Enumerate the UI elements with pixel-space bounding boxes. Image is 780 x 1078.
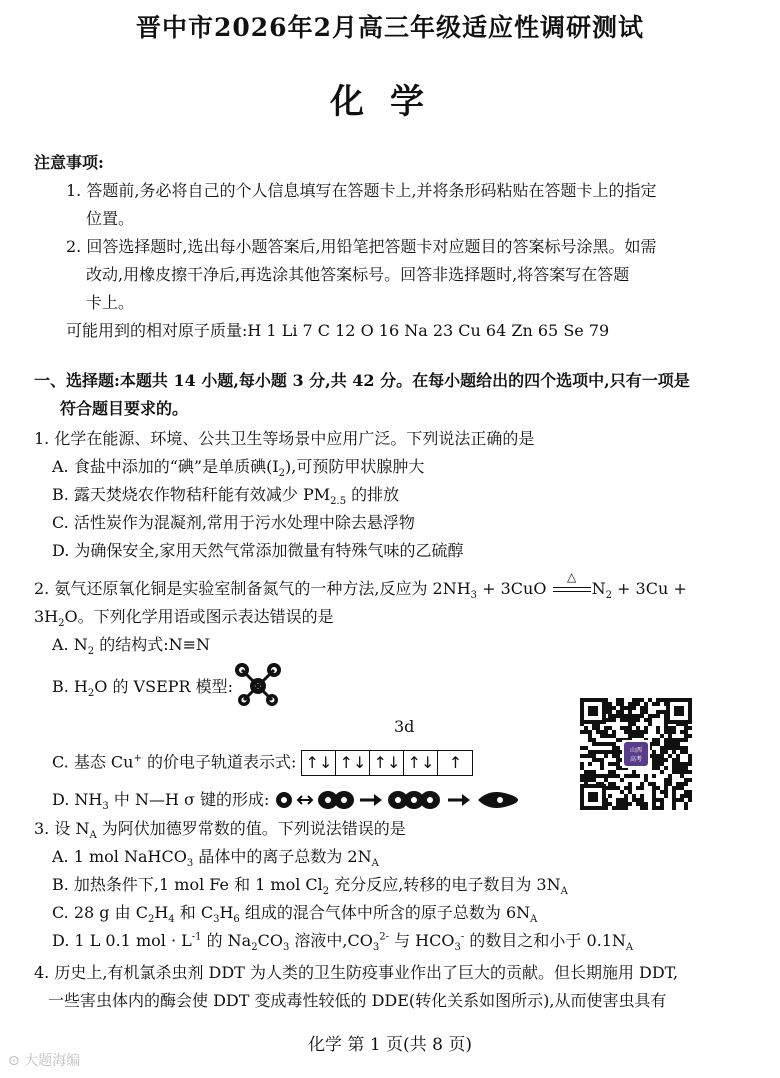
orbital-cell: ↑ bbox=[448, 753, 463, 772]
q1-option-d: D. 为确保安全,家用天然气常添加微量有特殊气味的乙硫醇 bbox=[52, 541, 464, 560]
subject-title: 化学 bbox=[330, 82, 450, 122]
qr-code[interactable] bbox=[578, 696, 694, 812]
section-heading: 一、选择题:本题共 14 小题,每小题 3 分,共 42 分。在每小题给出的四个选项中,只有一项是 bbox=[34, 371, 690, 390]
orbital-label: 3d bbox=[394, 717, 415, 736]
notice-item-1-cont: 位置。 bbox=[86, 209, 135, 228]
orbital-cell: ↑↓ bbox=[302, 751, 336, 775]
notice-item-2-cont2: 卡上。 bbox=[86, 293, 135, 312]
q3-option-d: D. 1 L 0.1 mol · $L^{-1}$ 的 $Na_2CO_3$ 溶液中$,CO_3^{2-}$ 与 $HCO_3^-$ 的数目之和小于 $0.1N_A$ bbox=[52, 931, 634, 954]
q2-stem-cont: $3H_2O$。下列化学用语或图示表达错误的是 bbox=[34, 607, 334, 630]
orbital-cell: ↑↓ bbox=[370, 751, 404, 775]
exam-title: 晋中市2026年2月高三年级适应性调研测试 bbox=[136, 13, 644, 42]
heat-symbol: △ bbox=[566, 570, 577, 584]
orbital-cell: ↑↓ bbox=[336, 751, 370, 775]
notice-item-2: 2. 回答选择题时,选出每小题答案后,用铅笔把答题卡对应题目的答案标号涂黑。如需 bbox=[66, 237, 657, 256]
q4-stem: 4. 历史上,有机氯杀虫剂 DDT 为人类的卫生防疫事业作出了巨大的贡献。但长期施用 DDT, bbox=[34, 963, 679, 982]
atomic-masses: 可能用到的相对原子质量:H 1 Li 7 C 12 O 16 Na 23 Cu 64 Zn 65 Se 79 bbox=[66, 321, 610, 340]
orbital-diagram bbox=[301, 750, 473, 776]
q1-stem: 1. 化学在能源、环境、公共卫生等场景中应用广泛。下列说法正确的是 bbox=[34, 429, 535, 448]
q1-option-a: A. 食盐中添加的“碘”是单质碘$(I_2)$,可预防甲状腺肿大 bbox=[52, 457, 425, 480]
q3-stem: 3. 设 $N_A$ 为阿伏加德罗常数的值。下列说法错误的是 bbox=[34, 819, 406, 842]
notice-item-1: 1. 答题前,务必将自己的个人信息填写在答题卡上,并将条形码粘贴在答题卡上的指定 bbox=[66, 181, 657, 200]
q1-option-b: B. 露天焚烧农作物秸秆能有效减少 $PM_{2.5}$ 的排放 bbox=[52, 485, 400, 508]
q2-stem: 2. 氨气还原氧化铜是实验室制备氮气的一种方法,反应为 $2NH_3 + 3CuO$ △ $N_2 + 3Cu$ + bbox=[34, 578, 687, 600]
svg-text:高考: 高考 bbox=[629, 756, 643, 763]
q2-option-d: D. $NH_3$ 中 N—H σ 键的形成: bbox=[52, 790, 270, 813]
qr-caption: 山西 bbox=[629, 747, 643, 754]
q3-option-b: B. 加热条件下,1 mol Fe 和 1 mol $Cl_2$ 充分反应,转移的电子数目为 $3N_A$ bbox=[52, 875, 568, 898]
notice-item-2-cont: 改动,用橡皮擦干净后,再选涂其他答案标号。回答非选择题时,将答案写在答题 bbox=[86, 265, 630, 284]
q3-option-c: C. 28 g 由 $C_2H_4$ 和 $C_3H_6$ 组成的混合气体中所含的原子总数为 $6N_A$ bbox=[52, 903, 538, 926]
orbital-cell: ↑↓ bbox=[404, 751, 438, 775]
watermark: ⊙ 大题海编 bbox=[8, 1053, 81, 1069]
section-heading-cont: 符合题目要求的。 bbox=[60, 399, 189, 418]
q3-option-a: A. 1 mol NaHCO$_3$ 晶体中的离子总数为 $2N_A$ bbox=[52, 847, 379, 870]
notice-heading: 注意事项: bbox=[34, 153, 104, 172]
q2-option-c: C. 基态 Cu+ 的价电子轨道表示式: ↑↓ ↑↓ ↑↓ ↑↓ ↑ bbox=[52, 750, 473, 776]
sigma-bond-diagram bbox=[272, 786, 532, 814]
q2-option-a: A. $N_2$ 的结构式:N≡N bbox=[52, 635, 210, 658]
q2-option-b: B. $H_2O$ 的 VSEPR 模型: bbox=[52, 677, 234, 700]
q4-stem-cont: 一些害虫体内的酶会使 DDT 变成毒性较低的 DDE(转化关系如图所示),从而使害虫具有 bbox=[48, 991, 667, 1010]
vsepr-model-diagram bbox=[232, 660, 284, 710]
q1-option-c: C. 活性炭作为混凝剂,常用于污水处理中除去悬浮物 bbox=[52, 513, 415, 532]
page-footer: 化学 第 1 页(共 8 页) bbox=[308, 1035, 472, 1055]
